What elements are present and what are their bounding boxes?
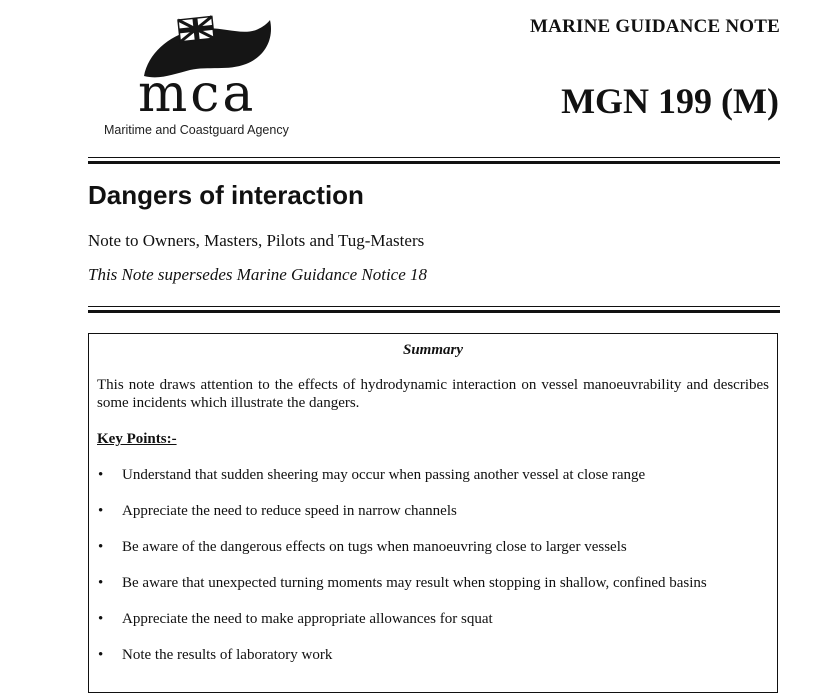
key-point-text: Note the results of laboratory work: [122, 647, 333, 663]
key-point-text: Appreciate the need to make appropriate allowances for squat: [122, 611, 493, 627]
logo-wordmark: mca: [138, 64, 257, 124]
bullet-icon: •: [98, 539, 104, 555]
bullet-icon: •: [98, 575, 104, 591]
key-point-text: Be aware of the dangerous effects on tugs when manoeuvring close to larger vessels: [122, 539, 627, 555]
document-type: MARINE GUIDANCE NOTE: [530, 16, 780, 37]
key-point: [89, 465, 777, 501]
key-points-list: [89, 465, 777, 681]
section-divider: [88, 306, 780, 313]
key-point: [89, 537, 777, 573]
bullet-icon: •: [98, 467, 104, 483]
key-point: [89, 573, 777, 609]
agency-name: Maritime and Coastguard Agency: [104, 123, 289, 137]
key-point: [89, 645, 777, 681]
summary-text: This note draws attention to the effects of hydrodynamic interaction on vessel manoeuvrability and describes some incidents which illustrate the dangers.: [97, 377, 769, 411]
bullet-icon: •: [98, 647, 104, 663]
summary-box: [88, 333, 778, 693]
summary-heading: Summary: [402, 342, 463, 358]
key-point: [89, 501, 777, 537]
key-point: [89, 609, 777, 645]
key-point-text: Be aware that unexpected turning moments may result when stopping in shallow, confined basins: [122, 575, 707, 591]
key-point-text: Appreciate the need to reduce speed in narrow channels: [122, 503, 457, 519]
document-reference: MGN 199 (M): [561, 81, 779, 121]
key-points-heading: Key Points:-: [97, 431, 177, 447]
bullet-icon: •: [98, 503, 104, 519]
page-title: Dangers of interaction: [88, 180, 364, 210]
mca-logo: [100, 14, 320, 144]
key-point-text: Understand that sudden sheering may occur when passing another vessel at close range: [122, 467, 646, 483]
header-divider: [88, 157, 780, 164]
supersedes-note: This Note supersedes Marine Guidance Notice 18: [88, 265, 428, 284]
bullet-icon: •: [98, 611, 104, 627]
audience-line: Note to Owners, Masters, Pilots and Tug-Masters: [88, 231, 425, 250]
